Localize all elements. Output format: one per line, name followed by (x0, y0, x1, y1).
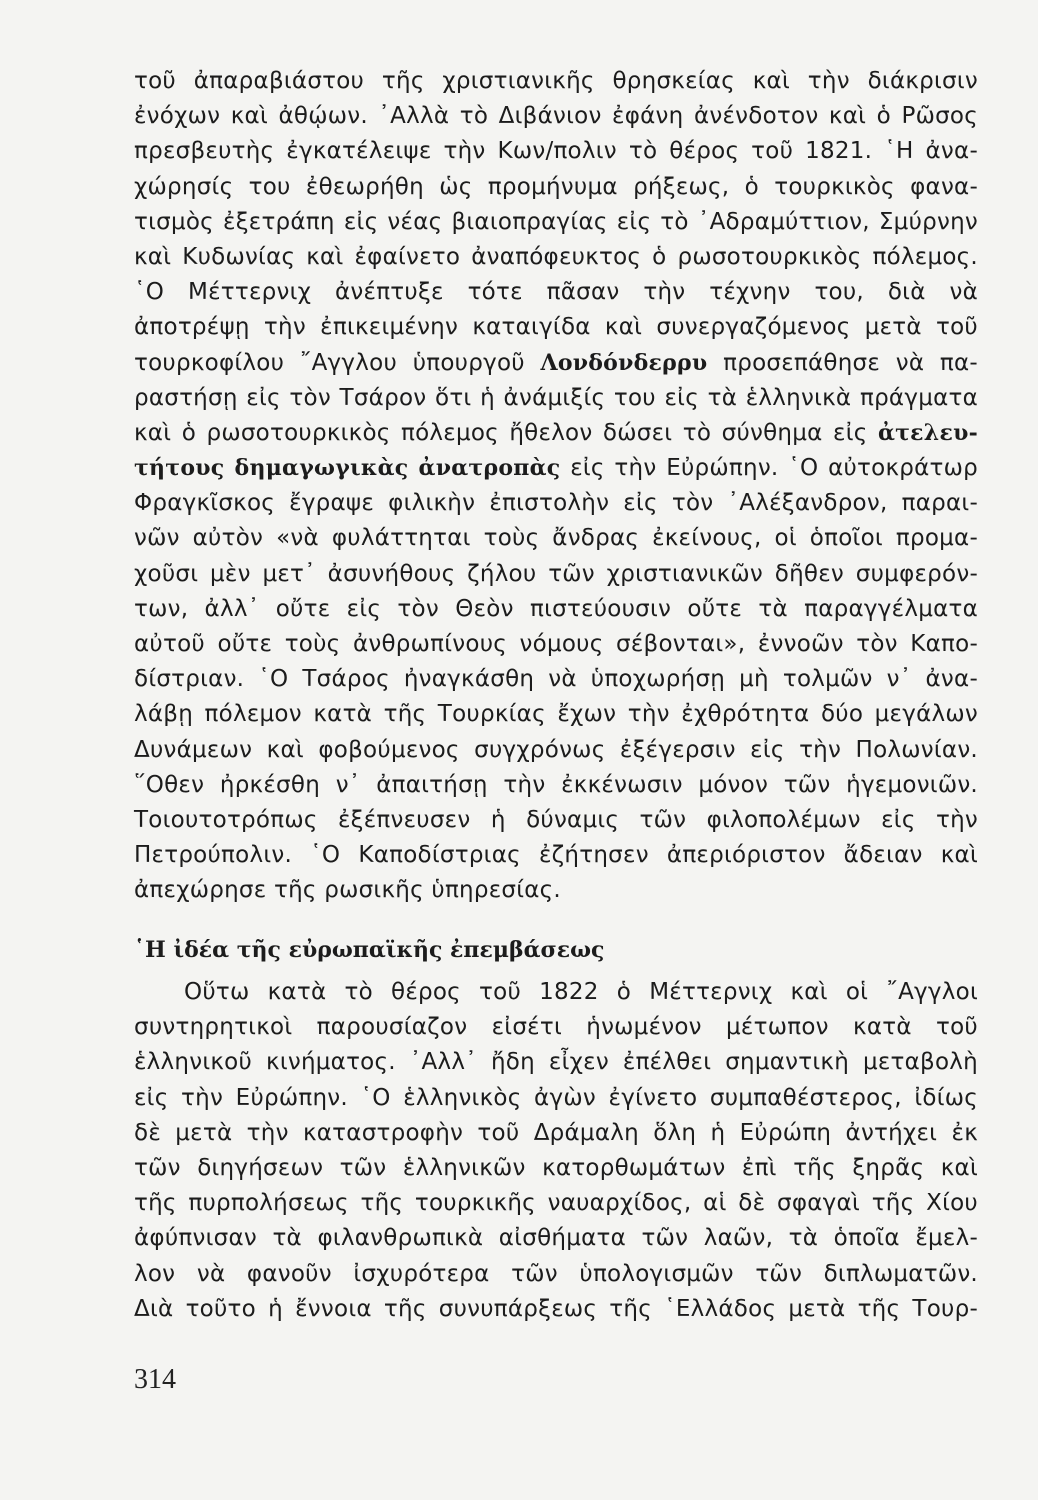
text-line: αὐτοῦ οὔτε τοὺς ἀνθρωπίνους νόμους σέβονται», ἐννοῶν τὸν Καπο- (134, 631, 978, 657)
text-line: ῞Οθεν ἠρκέσθη ν᾿ ἀπαιτήσῃ τὴν ἐκκένωσιν μόνον τῶν ἡγεμονιῶν. (134, 771, 978, 798)
paragraph-2 (134, 975, 978, 1327)
paragraph-1 (134, 64, 978, 909)
text-line: χοῦσι μὲν μετ᾿ ἀσυνήθους ζήλου τῶν χριστιανικῶν δῆθεν συμφερόν- (134, 560, 978, 587)
text-line: Πετρούπολιν. ῾Ο Καποδίστριας ἐζήτησεν ἀπεριόριστον ἄδειαν καὶ (134, 842, 978, 869)
text-span: εἰς τὴν Εὐρώπην. ῾Ο αὐτοκράτωρ (560, 455, 978, 482)
text-line: ἀποτρέψῃ τὴν ἐπικειμένην καταιγίδα καὶ συνεργαζόμενος μετὰ τοῦ (134, 314, 978, 341)
text-line: Τοιουτοτρόπως ἐξέπνευσεν ἡ δύναμις τῶν φιλοπολέμων εἰς τὴν (134, 806, 978, 833)
text-line (134, 346, 978, 381)
text-line: Φραγκῖσκος ἔγραψε φιλικὴν ἐπιστολὴν εἰς τὸν ᾿Αλέξανδρον, παραι- (134, 490, 978, 517)
text-line: τοῦ ἀπαραβιάστου τῆς χριστιανικῆς θρησκείας καὶ τὴν διάκρισιν (134, 68, 978, 94)
text-line-indented: Οὕτω κατὰ τὸ θέρος τοῦ 1822 ὁ Μέττερνιχ καὶ οἱ ῎Αγγλοι (184, 979, 978, 1005)
text-line: ἀφύπνισαν τὰ φιλανθρωπικὰ αἰσθήματα τῶν λαῶν, τὰ ὁποῖα ἔμελ- (134, 1225, 978, 1252)
text-line: τισμὸς ἐξετράπη εἰς νέας βιαιοπραγίας εἰς τὸ ᾿Αδραμύττιον, Σμύρνην (134, 208, 978, 235)
text-line: νῶν αὐτὸν «νὰ φυλάττηται τοὺς ἄνδρας ἐκείνους, οἱ ὁποῖοι προμα- (134, 525, 978, 552)
text-span: τουρκοφίλου ῎Αγγλου ὑπουργοῦ (134, 349, 541, 376)
bold-name: Λονδόνδερρυ (540, 349, 708, 376)
text-line (134, 416, 978, 451)
text-line: ραστήσῃ εἰς τὸν Τσάρον ὅτι ἡ ἀνάμιξίς του εἰς τὰ ἑλληνικὰ πράγματα (134, 384, 978, 411)
text-line: χώρησίς του ἐθεωρήθη ὡς προμήνυμα ρήξεως, ὁ τουρκικὸς φανα- (134, 173, 978, 200)
text-line: συντηρητικοὶ παρουσίαζον εἰσέτι ἡνωμένον μέτωπον κατὰ τοῦ (134, 1014, 978, 1041)
text-line: δίστριαν. ῾Ο Τσάρος ἠναγκάσθη νὰ ὑποχωρήσῃ μὴ τολμῶν ν᾿ ἀνα- (134, 666, 978, 693)
text-span: καὶ ὁ ρωσοτουρκικὸς πόλεμος ἤθελον δώσει τὸ σύνθημα εἰς (134, 419, 878, 446)
text-line: λον νὰ φανοῦν ἰσχυρότερα τῶν ὑπολογισμῶν τῶν διπλωματῶν. (134, 1260, 978, 1287)
text-span: προσεπάθησε νὰ πα- (707, 349, 978, 376)
text-line (134, 451, 978, 486)
text-line: τῶν διηγήσεων τῶν ἑλληνικῶν κατορθωμάτων ἐπὶ τῆς ξηρᾶς καὶ (134, 1154, 978, 1181)
text-line: τῆς πυρπολήσεως τῆς τουρκικῆς ναυαρχίδος, αἱ δὲ σφαγαὶ τῆς Χίου (134, 1190, 978, 1217)
text-line-last: ἀπεχώρησε τῆς ρωσικῆς ὑπηρεσίας. (134, 877, 561, 904)
text-line: ἑλληνικοῦ κινήματος. ᾿Αλλ᾿ ἤδη εἶχεν ἐπέλθει σημαντικὴ μεταβολὴ (134, 1049, 978, 1076)
text-line: ἐνόχων καὶ ἀθῴων. ᾿Αλλὰ τὸ Διβάνιον ἐφάνη ἀνένδοτον καὶ ὁ Ρῶσος (134, 103, 978, 130)
text-line: Δυνάμεων καὶ φοβούμενος συγχρόνως ἐξέγερσιν εἰς τὴν Πολωνίαν. (134, 736, 978, 763)
text-line: εἰς τὴν Εὐρώπην. ῾Ο ἑλληνικὸς ἀγὼν ἐγίνετο συμπαθέστερος, ἰδίως (134, 1084, 978, 1111)
text-line: Διὰ τοῦτο ἡ ἔννοια τῆς συνυπάρξεως τῆς ῾Ελλάδος μετὰ τῆς Τουρ- (134, 1295, 978, 1322)
text-line: δὲ μετὰ τὴν καταστροφὴν τοῦ Δράμαλη ὅλη ἡ Εὐρώπη ἀντήχει ἐκ (134, 1119, 978, 1146)
text-line: καὶ Κυδωνίας καὶ ἐφαίνετο ἀναπόφευκτος ὁ ρωσοτουρκικὸς πόλεμος. (134, 243, 978, 270)
text-line: ῾Ο Μέττερνιχ ἀνέπτυξε τότε πᾶσαν τὴν τέχνην του, διὰ νὰ (134, 279, 978, 306)
text-line: πρεσβευτὴς ἐγκατέλειψε τὴν Κων/πολιν τὸ θέρος τοῦ 1821. ῾Η ἀνα- (134, 138, 978, 165)
text-line: των, ἀλλ᾿ οὔτε εἰς τὸν Θεὸν πιστεύουσιν οὔτε τὰ παραγγέλματα (134, 595, 978, 622)
bold-phrase: τήτους δημαγωγικὰς ἀνατροπὰς (134, 455, 561, 482)
section-heading: ῾Η ἰδέα τῆς εὐρωπαϊκῆς ἐπεμβάσεως (134, 937, 605, 963)
text-line: λάβῃ πόλεμον κατὰ τῆς Τουρκίας ἔχων τὴν ἐχθρότητα δύο μεγάλων (134, 701, 978, 728)
bold-phrase: ἀτελευ- (877, 419, 978, 446)
page-number: 314 (134, 1364, 176, 1395)
